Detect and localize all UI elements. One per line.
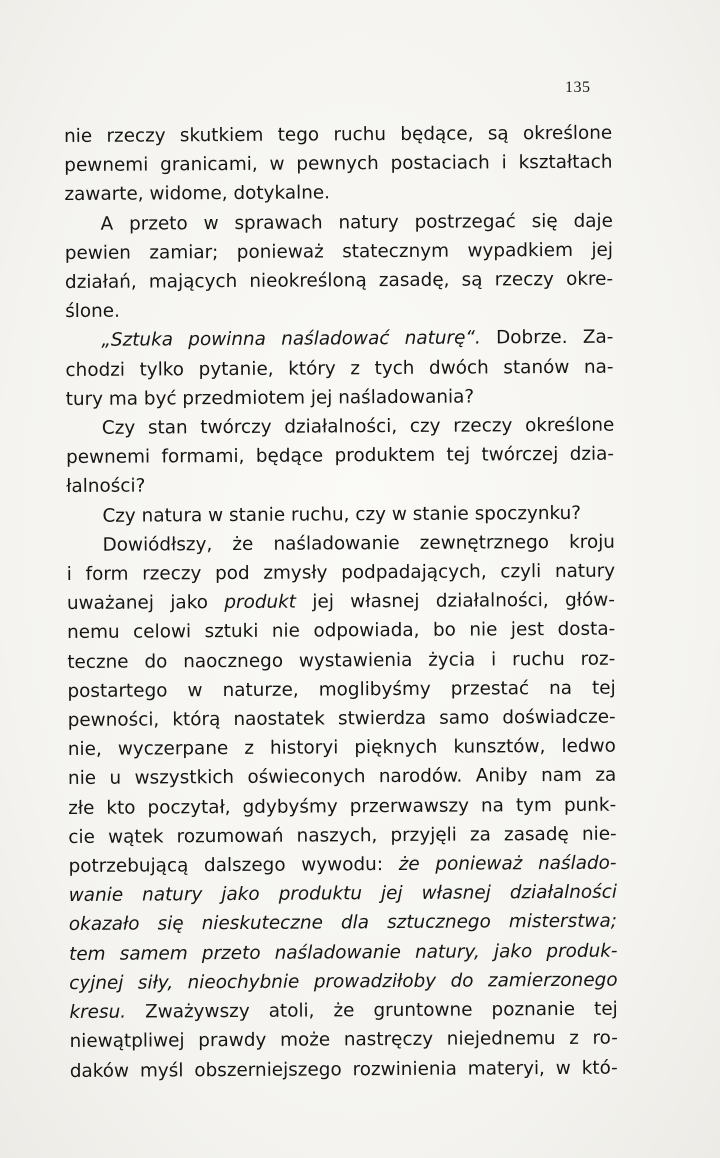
text-line: A przeto w sprawach natury postrzegać się daje [100, 210, 613, 235]
text-line: łalności? [66, 475, 146, 498]
text-line: i form rzeczy pod zmysły podpadających, czyli natury [66, 560, 616, 586]
text-line: tury ma być przedmiotem jej naśladowania? [65, 386, 475, 410]
italic-text: produkt [224, 591, 297, 614]
regular-text: potrzebującą dalszego wywodu: [68, 854, 399, 878]
italic-text: że ponieważ naślado- [398, 852, 617, 876]
regular-text: jej własnej działalności, głów- [295, 589, 615, 613]
text-line [67, 586, 615, 619]
text-line [68, 849, 616, 882]
italic-text: „Sztuka powinna naśladować naturę“. [101, 327, 481, 352]
text-line: okazało się nieskuteczne dla sztucznego misterstwa; [68, 911, 617, 936]
italic-text: kresu. [69, 1001, 127, 1024]
page-number: 135 [565, 79, 591, 96]
text-line: cyjnej siły, nieochybnie prowadziłoby do zamierzonego [69, 969, 618, 994]
text-line: pewności, którą naostatek stwierdza samo doświadcze- [67, 706, 616, 732]
regular-text: Dobrze. Za- [480, 327, 614, 349]
text-line: nie u wszystkich oświeconych narodów. Aniby nam za [67, 765, 617, 790]
text-line: pewnemi granicami, w pewnych postaciach i kształtach [64, 151, 613, 177]
text-line: nemu celowi sztuki nie odpowiada, bo nie jest dosta- [67, 619, 616, 644]
text-line: daków myśl obszerniejszego rozwinienia materyi, w któ- [69, 1057, 618, 1082]
regular-text: Zważywszy atoli, że gruntowne poznanie tej [125, 998, 618, 1023]
text-line: wanie natury jako produktu jej własnej działalności [68, 881, 617, 907]
text-line: ślone. [65, 300, 120, 323]
text-line: cie wątek rozumowań naszych, przyjęli za zasadę nie- [68, 823, 617, 848]
text-line: tem samem przeto naśladowanie natury, jako produk- [69, 940, 618, 965]
text-line: działań, mających nieokreśloną zasadę, są rzeczy okre- [64, 268, 614, 294]
text-line: pewnemi formami, będące produktem tej twórczej dzia- [65, 443, 615, 469]
text-line: postartego w naturze, moglibyśmy przestać na tej [67, 677, 616, 702]
text-line: nie rzeczy skutkiem tego ruchu będące, są określone [64, 122, 613, 147]
text-line: Czy natura w stanie ruchu, czy w stanie spoczynku? [102, 502, 582, 527]
text-line: Dowiódłszy, że naśladowanie zewnętrznego kroju [102, 531, 615, 556]
text-line: nie, wyczerpane z historyi pięknych kunsztów, ledwo [67, 735, 616, 761]
text-line: Czy stan twórczy działalności, czy rzeczy określone [101, 414, 615, 439]
text-line [65, 323, 613, 356]
text-line: teczne do naocznego wystawienia życia i ruchu roz- [67, 648, 616, 673]
text-line: złe kto poczytał, gdybyśmy przerwawszy na tym punk- [68, 794, 617, 819]
body-text [64, 119, 618, 1086]
regular-text: uważanej jako [66, 592, 225, 615]
text-line: chodzi tylko pytanie, który z tych dwóch stanów na- [65, 356, 614, 381]
text-line: zawarte, widome, dotykalne. [64, 182, 331, 206]
text-line [69, 995, 617, 1028]
text-line: pewien zamiar; ponieważ statecznym wypadkiem jej [64, 239, 614, 264]
text-line: niewątpliwej prawdy może nastręczy niejednemu z ro- [69, 1027, 618, 1053]
